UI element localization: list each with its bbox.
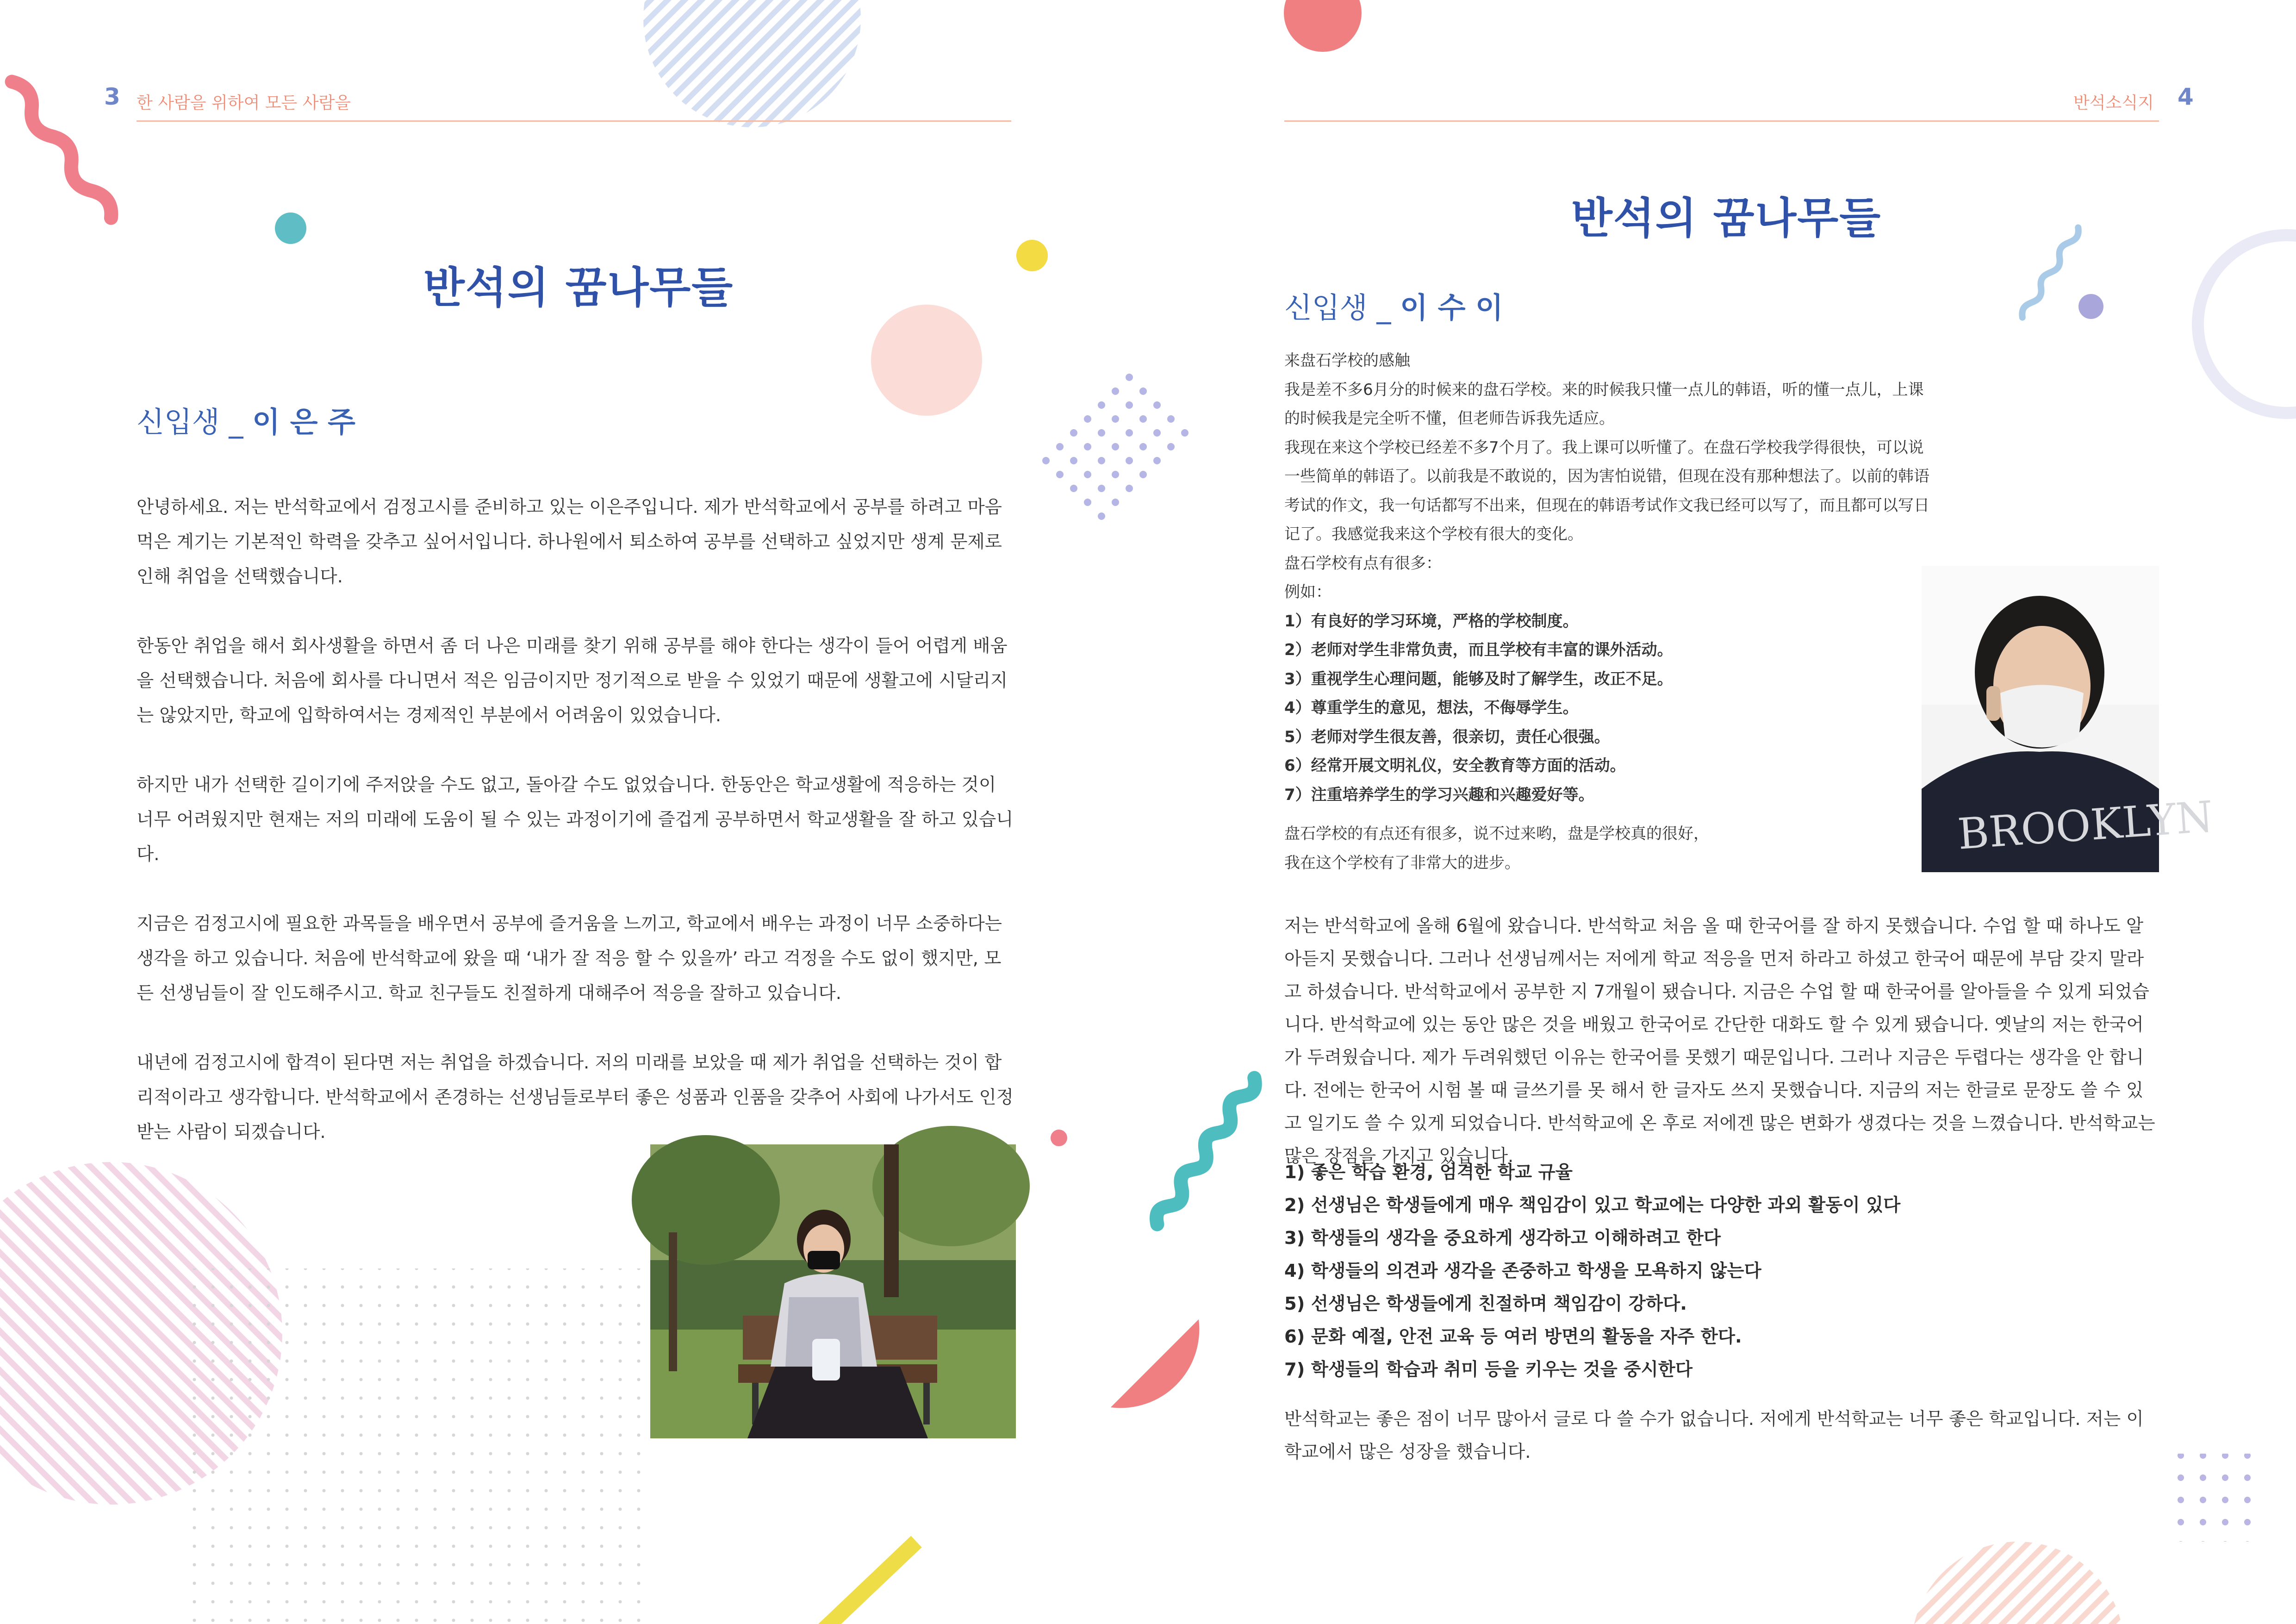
student-name-right	[1284, 285, 1503, 326]
paragraph: 我现在来这个学校已经差不多7个月了。我上课可以听懂了。在盘石学校我学得很快，可以说一些简单的韩语了。以前我是不敢说的，因为害怕说错，但现在没有那种想法了。以前的韩语考试的作文，我一句话都写不出来，但现在的韩语考试作文我已经可以写了，而且都可以写日记了。我感觉我来这个学校有很大的变化。	[1284, 438, 1929, 543]
list-item: 1）有良好的学习环境，严格的学校制度。	[1284, 612, 1579, 631]
student-name: 이 은 주	[252, 405, 355, 439]
article-body-left	[137, 490, 1016, 1184]
svg-text:BROOKLYN: BROOKLYN	[1956, 792, 2215, 859]
list-item: 4）尊重学生的意见，想法，不侮辱学生。	[1284, 699, 1579, 717]
list-item: 2）老师对学生非常负责，而且学校有丰富的课外活动。	[1284, 641, 1673, 659]
paragraph: 반석학교는 좋은 점이 너무 많아서 글로 다 쓸 수가 없습니다. 저에게 반석학교는 너무 좋은 학교입니다. 저는 이 학교에서 많은 성장을 했습니다.	[1284, 1409, 2144, 1462]
list-item: 6) 문화 예절, 안전 교육 등 여러 방면의 활동을 자주 한다.	[1284, 1326, 1742, 1347]
photo-student-eunju	[650, 1144, 1016, 1438]
zh-closing: 我在这个学校有了非常大的进步。	[1284, 853, 1520, 872]
header-rule-right	[1284, 120, 2159, 122]
paragraph: 내년에 검정고시에 합격이 된다면 저는 취업을 하겠습니다. 저의 미래를 보았을 때 제가 취업을 선택하는 것이 합리적이라고 생각합니다. 반석학교에서 존경하는 선생님들로부터 좋은 성품과 인품을 갖추어 사회에 나가서도 인정받는 사람이 되겠습니다.	[137, 1052, 1014, 1143]
list-item: 6）经常开展文明礼仪，安全教育等方面的活动。	[1284, 756, 1626, 775]
student-prefix: 신입생 _	[137, 405, 253, 439]
list-item: 7）注重培养学生的学习兴趣和兴趣爱好等。	[1284, 785, 1594, 804]
list-item: 7) 학생들의 학습과 취미 등을 키우는 것을 중시한다	[1284, 1359, 1693, 1380]
header-right: 반석소식지	[2073, 94, 2154, 112]
page-title-right: 반석의 꿈나무들	[1571, 194, 1882, 243]
article-closing-right	[1284, 1403, 2159, 1503]
paragraph: 하지만 내가 선택한 길이기에 주저앉을 수도 없고, 돌아갈 수도 없었습니다. 한동안은 학교생활에 적응하는 것이 너무 어려웠지만 현재는 저의 미래에 도움이 될 수 있는 과정이기에 즐겁게 공부하면서 학교생활을 잘 하고 있습니다.	[137, 775, 1014, 865]
zh-closing: 盘石学校的有点还有很多，说不过来哟，盘是学校真的很好，	[1284, 824, 1709, 843]
paragraph: 지금은 검정고시에 필요한 과목들을 배우면서 공부에 즐거움을 느끼고, 학교에서 배우는 과정이 너무 소중하다는 생각을 하고 있습니다. 처음에 반석학교에 왔을 때 ‘내가 잘 적응 할 수 있을까’ 라고 걱정을 수도 없이 했지만, 모든 선생님들이 잘 인도해주시고. 학교 친구들도 친절하게 대해주어 적응을 잘하고 있습니다.	[137, 913, 1002, 1004]
header-left: 한 사람을 위하여 모든 사람을	[137, 94, 351, 112]
list-item: 1) 좋은 학습 환경, 엄격한 학교 규율	[1284, 1162, 1573, 1183]
list-item: 5) 선생님은 학생들에게 친절하며 책임감이 강하다.	[1284, 1293, 1687, 1314]
paragraph: 我是差不多6月分的时候来的盘石学校。来的时候我只懂一点儿的韩语，听的懂一点儿，上课的时候我是完全听不懂，但老师告诉我先适应。	[1284, 380, 1924, 428]
student-name: 이 수 이	[1400, 291, 1503, 325]
list-item: 2) 선생님은 학생들에게 매우 책임감이 있고 학교에는 다양한 과외 활동이 있다	[1284, 1195, 1901, 1216]
zh-list	[1284, 607, 1932, 810]
list-item: 4) 학생들의 의견과 생각을 존중하고 학생을 모욕하지 않는다	[1284, 1261, 1761, 1281]
paragraph: 저는 반석학교에 올해 6월에 왔습니다. 반석학교 처음 올 때 한국어를 잘 하지 못했습니다. 수업 할 때 하나도 알아듣지 못했습니다. 그러나 선생님께서는 저에게 학교 적응을 먼저 하라고 하셨고 한국어 때문에 부담 갖지 말라고 하셨습니다. 반석학교에서 공부한 지 7개월이 됐습니다. 지금은 수업 할 때 한국어를 알아들을 수 있게 되었습니다. 반석학교에 있는 동안 많은 것을 배웠고 한국어로 간단한 대화도 할 수 있게 됐습니다. 옛날의 저는 한국어가 두려웠습니다. 제가 두려워했던 이유는 한국어를 못했기 때문입니다. 그러나 지금은 두렵다는 생각을 안 합니다. 전에는 한국어 시험 볼 때 글쓰기를 못 해서 한 글자도 쓰지 못했습니다. 지금의 저는 한글로 문장도 쓸 수 있고 일기도 쓸 수 있게 되었습니다. 반석학교에 온 후로 저에겐 많은 변화가 생겼다는 것을 느꼈습니다. 반석학교는 많은 장점을 가지고 있습니다.	[1284, 916, 2155, 1167]
page-number-right: 4	[2178, 83, 2194, 110]
list-item: 3）重视学生心理问题，能够及时了解学生，改正不足。	[1284, 669, 1673, 688]
student-name-left	[137, 399, 355, 440]
page-number-left: 3	[104, 83, 120, 110]
photo-student-sui	[1922, 566, 2215, 872]
article-body-ko-right	[1284, 910, 2159, 1186]
list-item: 5）老师对学生很友善，很亲切，责任心很强。	[1284, 727, 1610, 746]
list-item: 3) 학생들의 생각을 중요하게 생각하고 이해하려고 한다	[1284, 1228, 1721, 1249]
paragraph: 한동안 취업을 해서 회사생활을 하면서 좀 더 나은 미래를 찾기 위해 공부를 해야 한다는 생각이 들어 어렵게 배움을 선택했습니다. 처음에 회사를 다니면서 적은 임금이지만 정기적으로 받을 수 있었기 때문에 생활고에 시달리지는 않았지만, 학교에 입학하여서는 경제적인 부분에서 어려움이 있었습니다.	[137, 636, 1008, 726]
student-prefix: 신입생 _	[1284, 291, 1400, 325]
article-body-zh	[1284, 346, 1932, 877]
page-title-left: 반석의 꿈나무들	[423, 263, 734, 312]
zh-heading: 来盘石学校的感触	[1284, 351, 1410, 370]
paragraph: 안녕하세요. 저는 반석학교에서 검정고시를 준비하고 있는 이은주입니다. 제가 반석학교에서 공부를 하려고 마음먹은 계기는 기본적인 학력을 갖추고 싶어서입니다. 하나원에서 퇴소하여 공부를 선택하고 싶었지만 생계 문제로 인해 취업을 선택했습니다.	[137, 497, 1002, 587]
ko-list	[1284, 1156, 2159, 1386]
header-rule-left	[137, 120, 1011, 122]
zh-list-intro: 例如：	[1284, 583, 1332, 601]
zh-list-intro: 盘石学校有点有很多：	[1284, 554, 1442, 573]
